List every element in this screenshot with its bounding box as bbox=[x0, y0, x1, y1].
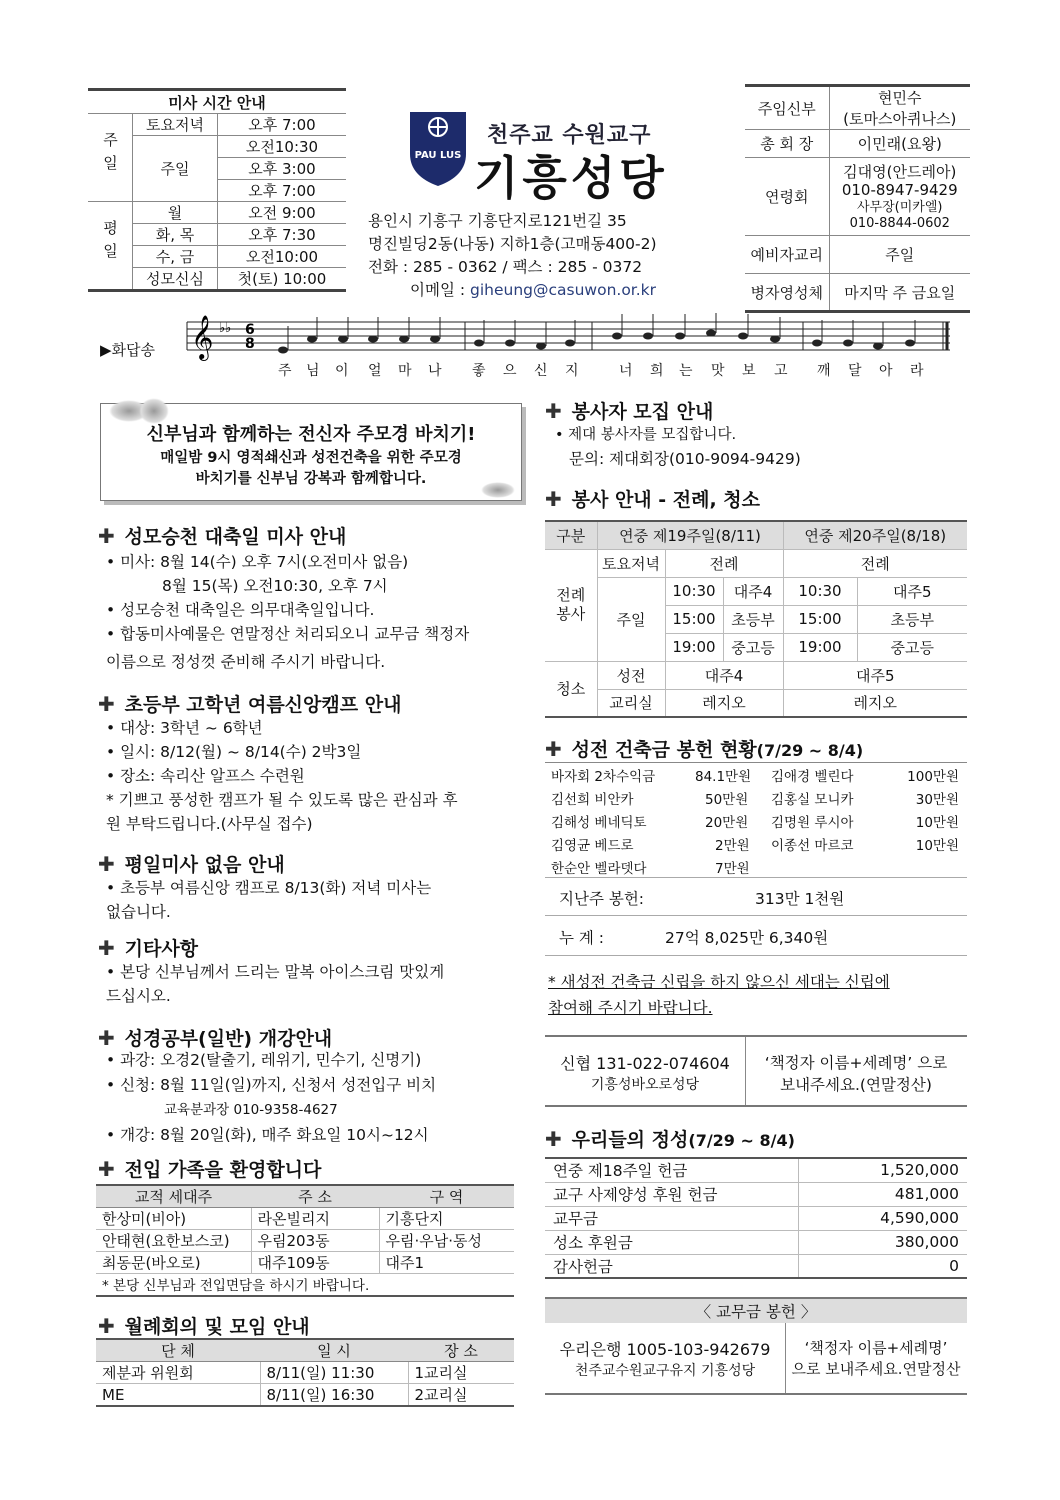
mass-day: 화, 목 bbox=[133, 224, 218, 246]
pastor-label: 주임신부 bbox=[745, 86, 829, 130]
table-cell: 교무금 bbox=[545, 1206, 798, 1230]
cross-icon: ✚ bbox=[545, 399, 562, 423]
mass-day: 주일 bbox=[133, 136, 218, 202]
lyric-syllable: 주 bbox=[278, 363, 293, 379]
table-cell: 성전 bbox=[597, 661, 665, 689]
table-cell: 15:00 bbox=[783, 605, 857, 633]
music-notes bbox=[278, 313, 915, 354]
donor-row: 바자회 2차수익금 84.1만원 김애경 벨린다 100만원 bbox=[551, 769, 959, 785]
table-cell: 19:00 bbox=[783, 633, 857, 661]
body-line: • 미사: 8월 14(수) 오후 7시(오전미사 없음) bbox=[106, 553, 409, 571]
body-line: • 성모승천 대축일은 의무대축일입니다. bbox=[106, 601, 375, 619]
table-cell: 1,520,000 bbox=[798, 1158, 967, 1182]
address-line: 용인시 기흥구 기흥단지로121번길 35 bbox=[368, 212, 627, 230]
phone-line: 전화 : 285 - 0362 / 팩스 : 285 - 0372 bbox=[368, 258, 643, 276]
welcome-table bbox=[96, 1184, 514, 1297]
account-holder: 기흥성바오로성당 bbox=[590, 1077, 700, 1093]
parish-name: 기흥성당 bbox=[474, 151, 668, 205]
table-cell: 19:00 bbox=[665, 633, 723, 661]
lyric-syllable: 얼 bbox=[368, 363, 383, 379]
clean-label: 청소 bbox=[545, 661, 597, 717]
logo-lettering: PAU LUS bbox=[414, 150, 462, 161]
assumption-section-title: ✚ 성모승천 대축일 미사 안내 bbox=[98, 524, 347, 548]
parish-shield-logo bbox=[408, 110, 468, 188]
sunday-group-label: 주일 bbox=[88, 114, 133, 202]
liaison-phone: 010-8947-9429 bbox=[841, 181, 958, 199]
table-cell: 대주4 bbox=[723, 577, 783, 605]
prayer-line: 매일밤 9시 영적쇄신과 성전건축을 위한 주모경 bbox=[160, 450, 462, 466]
tithe-account-box bbox=[545, 1323, 967, 1395]
prayer-announcement-box bbox=[100, 403, 522, 501]
building-account-box bbox=[545, 1035, 967, 1107]
table-cell: 481,000 bbox=[798, 1182, 967, 1206]
pastor-baptism: (토마스아퀴나스) bbox=[843, 110, 957, 128]
table-cell: 기흥단지 bbox=[379, 1208, 514, 1230]
nomass-body bbox=[106, 876, 431, 924]
table-cell: 2교리실 bbox=[408, 1384, 514, 1407]
table-header: 구 역 bbox=[379, 1185, 514, 1208]
prayer-title: 신부님과 함께하는 전신자 주모경 바치기! bbox=[146, 424, 476, 445]
table-row bbox=[545, 1158, 967, 1182]
table-cell: 15:00 bbox=[665, 605, 723, 633]
table-cell: 대주5 bbox=[783, 661, 967, 689]
lyric-syllable: 지 bbox=[565, 363, 580, 379]
camp-section-title: ✚ 초등부 고학년 여름신앙캠프 안내 bbox=[98, 692, 402, 716]
table-header: 주 소 bbox=[251, 1185, 379, 1208]
president-name: 이민래(요왕) bbox=[829, 130, 970, 158]
mass-time: 오전 9:00 bbox=[217, 202, 346, 224]
lyric-syllable: 는 bbox=[679, 363, 694, 379]
cross-icon: ✚ bbox=[98, 524, 115, 548]
email-label: 이메일 : bbox=[410, 281, 470, 299]
table-header: 구분 bbox=[545, 521, 597, 549]
volunteer-body bbox=[555, 423, 801, 471]
service-table bbox=[545, 520, 967, 718]
table-cell: 10:30 bbox=[783, 577, 857, 605]
donor-row: 한순안 벨라뎃다 7만원 bbox=[545, 855, 967, 878]
lyric-syllable: 마 bbox=[398, 363, 413, 379]
table-row bbox=[96, 1208, 514, 1230]
lyric-syllable: 고 bbox=[774, 363, 789, 379]
table-cell: 380,000 bbox=[798, 1230, 967, 1254]
catechism-value: 주일 bbox=[829, 236, 970, 274]
time-signature-icon: 6 bbox=[245, 322, 255, 338]
diocese-name: 천주교 수원교구 bbox=[487, 123, 652, 148]
body-line: • 개강: 8월 20일(화), 매주 화요일 10시~12시 bbox=[106, 1126, 429, 1144]
table-cell: 1교리실 bbox=[408, 1362, 514, 1384]
account-message: 보내주세요.(연말정산) bbox=[780, 1076, 932, 1094]
table-cell: 성소 후원금 bbox=[545, 1230, 798, 1254]
camp-body bbox=[106, 716, 458, 836]
mass-schedule-table bbox=[88, 88, 346, 292]
donor-list bbox=[545, 762, 967, 956]
lyric-syllable: 이 bbox=[335, 363, 350, 379]
body-line: • 합동미사예물은 연말정산 처리되오니 교무금 책정자 bbox=[106, 625, 470, 643]
lyric-syllable: 라 bbox=[910, 363, 925, 379]
table-cell: 전례 bbox=[783, 549, 967, 577]
account-message: 으로 보내주세요.연말정산 bbox=[791, 1360, 961, 1378]
table-cell: 초등부 bbox=[723, 605, 783, 633]
liaison-phone: 010-8844-0602 bbox=[849, 216, 950, 231]
table-cell: 교구 사제양성 후원 헌금 bbox=[545, 1182, 798, 1206]
donor-row: 김선희 비안카 50만원 김홍실 모니카 30만원 bbox=[551, 792, 959, 808]
mass-time: 오후 3:00 bbox=[217, 158, 346, 180]
prayer-text bbox=[101, 448, 521, 490]
lyric-syllable: 너 bbox=[619, 363, 634, 379]
building-section-title: ✚ 성전 건축금 봉헌 현황(7/29 ~ 8/4) bbox=[545, 737, 864, 761]
table-cell: 최동문(바오로) bbox=[96, 1252, 251, 1274]
account-holder: 천주교수원교구유지 기흥성당 bbox=[574, 1363, 756, 1379]
flat-sign-icon: ♭♭ bbox=[219, 321, 232, 336]
body-line: • 제대 봉사자를 모집합니다. bbox=[555, 427, 737, 443]
etc-section-title: ✚ 기타사항 bbox=[98, 936, 199, 960]
mass-day: 월 bbox=[133, 202, 218, 224]
table-cell: 8/11(일) 11:30 bbox=[260, 1362, 408, 1384]
table-cell: 전례 bbox=[665, 549, 783, 577]
body-line: 이름으로 정성껏 준비해 주시기 바랍니다. bbox=[106, 653, 386, 671]
bible-section-title: ✚ 성경공부(일반) 개강안내 bbox=[98, 1026, 333, 1050]
table-row bbox=[545, 1254, 967, 1278]
table-cell: 연중 제18주일 헌금 bbox=[545, 1158, 798, 1182]
donor-row: 김영균 베드로 2만원 이종선 마르코 10만원 bbox=[551, 838, 959, 854]
liaison-label: 연령회 bbox=[745, 158, 829, 236]
mass-day: 토요저녁 bbox=[133, 114, 218, 136]
table-row bbox=[545, 1206, 967, 1230]
table-cell: 0 bbox=[798, 1254, 967, 1278]
body-line: * 새성전 건축금 신립을 하지 않으신 세대는 신립에 bbox=[548, 973, 890, 991]
sick-communion-label: 병자영성체 bbox=[745, 274, 829, 312]
table-cell: 교리실 bbox=[597, 689, 665, 717]
bible-body bbox=[106, 1048, 436, 1148]
lyric-syllable: 으 bbox=[503, 363, 518, 379]
prayer-line: 바치기를 신부님 강복과 함께합니다. bbox=[195, 471, 427, 487]
table-row bbox=[96, 1384, 514, 1407]
parish-address bbox=[368, 210, 657, 302]
body-line: 드십시오. bbox=[106, 987, 171, 1005]
table-row bbox=[96, 1252, 514, 1274]
cross-icon: ✚ bbox=[545, 1127, 562, 1151]
table-cell: 우림203동 bbox=[251, 1230, 379, 1252]
cross-icon: ✚ bbox=[98, 936, 115, 960]
tithe-header: 〈 교무금 봉헌 〉 bbox=[545, 1297, 967, 1323]
bank-account: 우리은행 1005-103-942679 bbox=[559, 1340, 771, 1359]
lyric-syllable: 좋 bbox=[472, 363, 487, 379]
table-row bbox=[545, 1182, 967, 1206]
offering-section-title: ✚ 우리들의 정성(7/29 ~ 8/4) bbox=[545, 1127, 795, 1151]
table-cell: 대주1 bbox=[379, 1252, 514, 1274]
cross-icon: ✚ bbox=[98, 1314, 115, 1338]
body-line: 참여해 주시기 바랍니다. bbox=[548, 999, 713, 1017]
welcome-section-title: ✚ 전입 가족을 환영합니다 bbox=[98, 1157, 322, 1181]
weekday-group-label: 평일 bbox=[88, 202, 133, 291]
table-header: 단 체 bbox=[96, 1339, 260, 1362]
table-cell: 레지오 bbox=[783, 689, 967, 717]
offering-table bbox=[545, 1157, 967, 1279]
last-week-row: 지난주 봉헌: 313만 1천원 bbox=[545, 878, 967, 916]
total-row: 누 계 : 27억 8,025만 6,340원 bbox=[545, 916, 967, 956]
mass-time: 오후 7:00 bbox=[217, 180, 346, 202]
sat-label: 토요저녁 bbox=[597, 549, 665, 577]
lyric-syllable: 달 bbox=[848, 363, 863, 379]
welcome-note: * 본당 신부님과 전입면담을 하시기 바랍니다. bbox=[96, 1274, 514, 1296]
table-header: 교적 세대주 bbox=[96, 1185, 251, 1208]
mass-time: 오전10:00 bbox=[217, 246, 346, 268]
liturgy-label: 전례 봉사 bbox=[545, 549, 597, 661]
lyric-syllable: 희 bbox=[650, 363, 665, 379]
address-line: 명진빌딩2동(나동) 지하1층(고매동400-2) bbox=[368, 235, 657, 253]
cross-icon: ✚ bbox=[98, 852, 115, 876]
table-cell: 대주4 bbox=[665, 661, 783, 689]
body-line: 교육분과장 010-9358-4627 bbox=[164, 1102, 338, 1118]
catechism-label: 예비자교리 bbox=[745, 236, 829, 274]
email-link[interactable]: giheung@casuwon.or.kr bbox=[470, 281, 657, 299]
mass-day: 수, 금 bbox=[133, 246, 218, 268]
mass-time: 오후 7:00 bbox=[217, 114, 346, 136]
cross-icon: ✚ bbox=[545, 487, 562, 511]
body-line: • 본당 신부님께서 드리는 말복 아이스크림 맛있게 bbox=[106, 963, 445, 981]
cross-icon: ✚ bbox=[98, 1157, 115, 1181]
lyric-syllable: 나 bbox=[428, 363, 443, 379]
table-header: 장 소 bbox=[408, 1339, 514, 1362]
building-note bbox=[548, 970, 890, 1020]
president-label: 총 회 장 bbox=[745, 130, 829, 158]
table-cell: 레지오 bbox=[665, 689, 783, 717]
volunteer-section-title: ✚ 봉사자 모집 안내 bbox=[545, 399, 714, 423]
table-cell: 대주5 bbox=[857, 577, 967, 605]
body-line: * 기쁘고 풍성한 캠프가 될 수 있도록 많은 관심과 후 bbox=[106, 791, 458, 809]
body-line: 없습니다. bbox=[106, 903, 171, 921]
table-cell: 대주109동 bbox=[251, 1252, 379, 1274]
lyric-syllable: 아 bbox=[879, 363, 894, 379]
body-line: • 장소: 속리산 알프스 수련원 bbox=[106, 767, 305, 785]
table-cell: 중고등 bbox=[857, 633, 967, 661]
etc-body bbox=[106, 960, 444, 1008]
mass-schedule-title: 미사 시간 안내 bbox=[88, 90, 346, 114]
body-line: • 과강: 오경2(탈출기, 레위기, 민수기, 신명기) bbox=[106, 1051, 422, 1069]
lyric-syllable: 맛 bbox=[711, 363, 726, 379]
body-line: • 초등부 여름신앙 캠프로 8/13(화) 저녁 미사는 bbox=[106, 879, 432, 897]
liaison-name: 사무장(미카엘) bbox=[857, 200, 943, 215]
table-cell: 우림·우남·동성 bbox=[379, 1230, 514, 1252]
account-message: ‘책정자 이름+세례명’ bbox=[804, 1339, 948, 1357]
table-header: 연중 제19주일(8/11) bbox=[597, 521, 783, 549]
table-row bbox=[96, 1362, 514, 1384]
meeting-table bbox=[96, 1338, 514, 1407]
mass-day: 성모신심 bbox=[133, 268, 218, 291]
sick-communion-value: 마지막 주 금요일 bbox=[829, 274, 970, 312]
table-header: 일 시 bbox=[260, 1339, 408, 1362]
nomass-section-title: ✚ 평일미사 없음 안내 bbox=[98, 852, 285, 876]
table-cell: ME bbox=[96, 1384, 260, 1407]
cross-icon: ✚ bbox=[545, 737, 562, 761]
table-cell: 감사헌금 bbox=[545, 1254, 798, 1278]
time-signature-icon: 8 bbox=[245, 336, 255, 352]
account-message: ‘책정자 이름+세례명’ 으로 bbox=[764, 1054, 948, 1072]
table-cell: 제분과 위원회 bbox=[96, 1362, 260, 1384]
psalm-label: ▶화답송 bbox=[100, 341, 156, 359]
lyric-syllable: 깨 bbox=[817, 363, 832, 379]
body-line: 원 부탁드립니다.(사무실 접수) bbox=[106, 815, 313, 833]
lyric-syllable: 신 bbox=[534, 363, 549, 379]
psalm-music-staff bbox=[95, 312, 970, 384]
body-line: • 일시: 8/12(월) ~ 8/14(수) 2박3일 bbox=[106, 743, 362, 761]
table-row bbox=[96, 1230, 514, 1252]
sun-label: 주일 bbox=[597, 577, 665, 661]
table-cell: 라온빌리지 bbox=[251, 1208, 379, 1230]
donor-row: 김해성 베네딕토 20만원 김명원 루시아 10만원 bbox=[551, 815, 959, 831]
cross-icon: ✚ bbox=[98, 692, 115, 716]
mass-time: 오후 7:30 bbox=[217, 224, 346, 246]
parish-staff-table bbox=[745, 84, 970, 313]
table-cell: 한상미(비아) bbox=[96, 1208, 251, 1230]
cross-icon: ✚ bbox=[98, 1026, 115, 1050]
assumption-body bbox=[106, 550, 469, 674]
body-line: 8월 15(목) 오전10:30, 오후 7시 bbox=[162, 577, 388, 595]
lyric-syllable: 보 bbox=[742, 363, 757, 379]
table-header: 연중 제20주일(8/18) bbox=[783, 521, 967, 549]
meeting-section-title: ✚ 월례회의 및 모임 안내 bbox=[98, 1314, 310, 1338]
body-line: • 신청: 8월 11일(일)까지, 신청서 성전입구 비치 bbox=[106, 1076, 437, 1094]
table-cell: 중고등 bbox=[723, 633, 783, 661]
mass-time: 오전10:30 bbox=[217, 136, 346, 158]
body-line: 문의: 제대회장(010-9094-9429) bbox=[569, 450, 801, 468]
table-cell: 초등부 bbox=[857, 605, 967, 633]
table-cell: 안태현(요한보스코) bbox=[96, 1230, 251, 1252]
body-line: • 대상: 3학년 ~ 6학년 bbox=[106, 719, 263, 737]
bank-account: 신협 131-022-074604 bbox=[560, 1054, 730, 1073]
pastor-name: 현민수 bbox=[878, 89, 922, 107]
treble-clef-icon: 𝄞 bbox=[191, 315, 214, 359]
lyric-syllable: 님 bbox=[306, 363, 321, 379]
table-cell: 8/11(일) 16:30 bbox=[260, 1384, 408, 1407]
mass-time: 첫(토) 10:00 bbox=[217, 268, 346, 291]
table-cell: 4,590,000 bbox=[798, 1206, 967, 1230]
service-section-title: ✚ 봉사 안내 - 전례, 청소 bbox=[545, 487, 761, 511]
liaison-name: 김대영(안드레아) bbox=[843, 163, 957, 181]
table-row bbox=[545, 1230, 967, 1254]
table-cell: 10:30 bbox=[665, 577, 723, 605]
